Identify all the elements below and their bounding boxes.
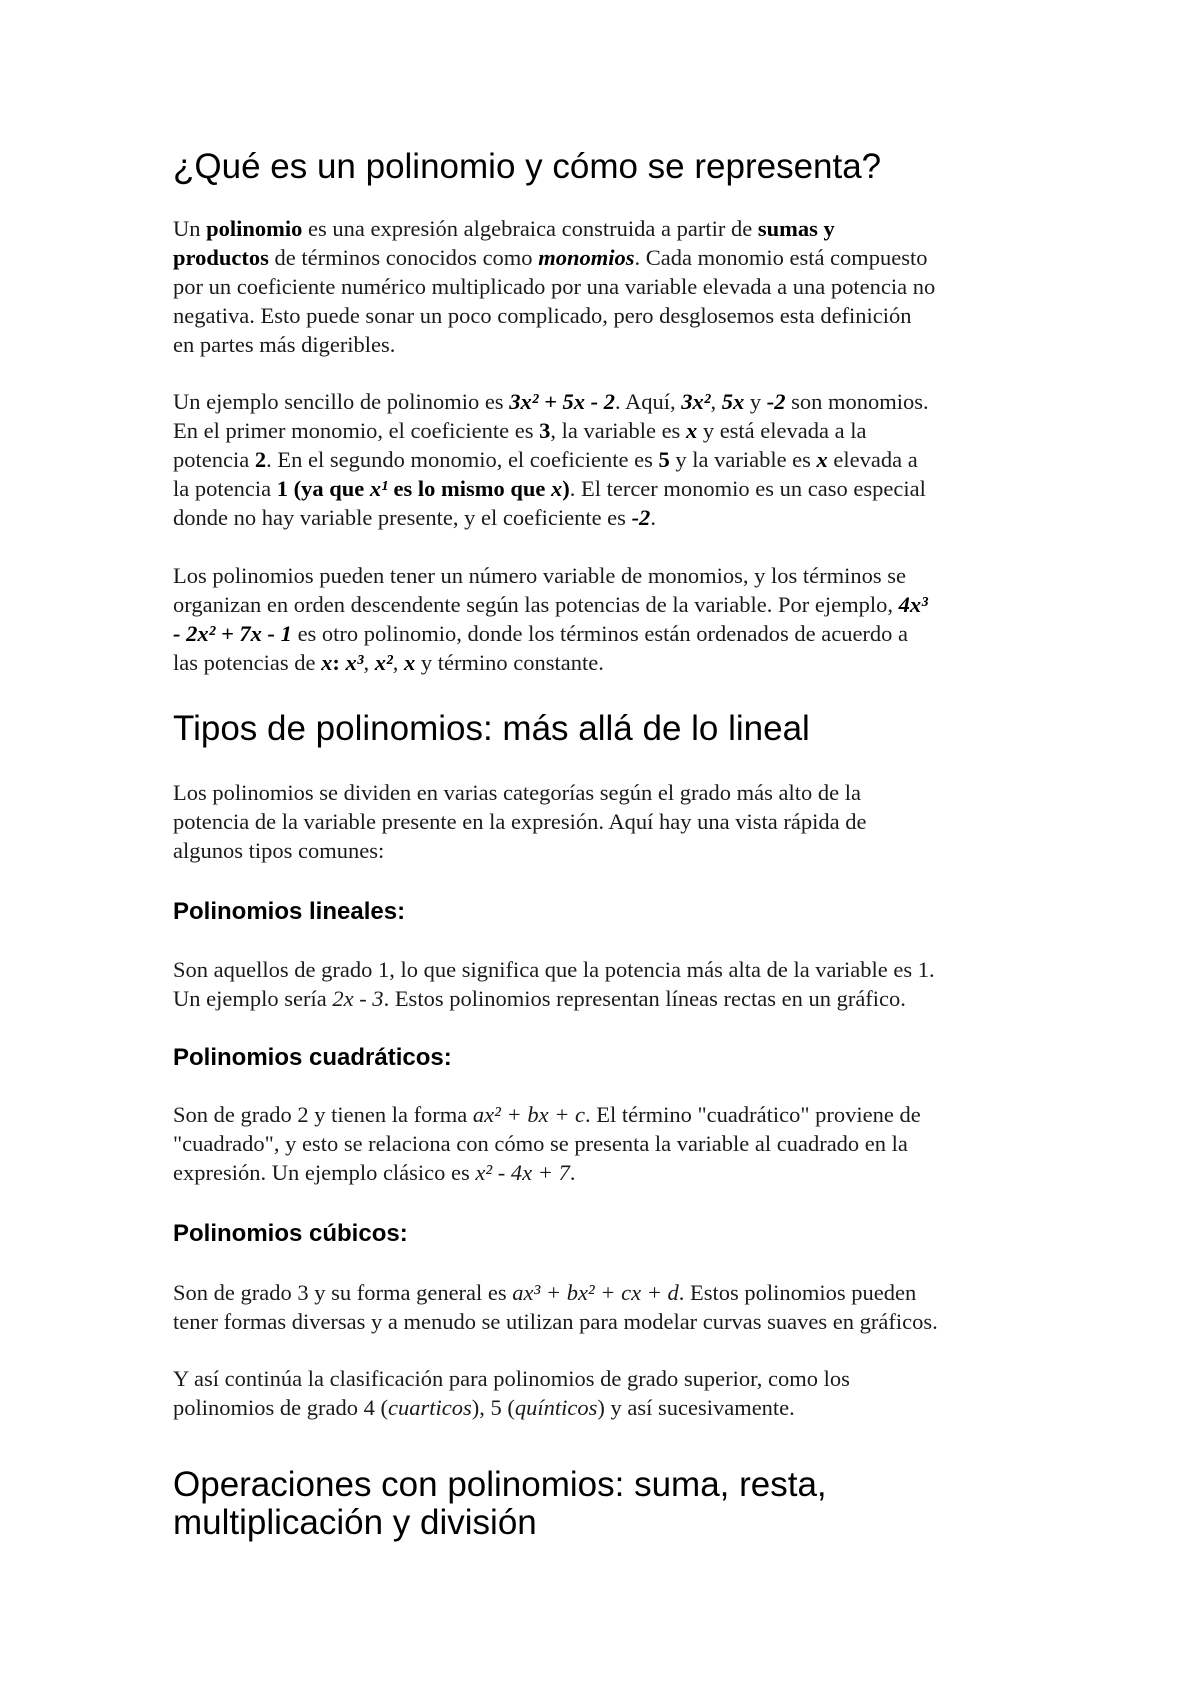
higher-degree-paragraph: Y así continúa la clasificación para polinomios de grado superior, como los polinomios de grado 4 (cuarticos), 5 (quínticos) y así sucesivamente. (173, 1366, 850, 1420)
operations-heading: Operaciones con polinomios: suma, resta, multiplicación y división (173, 1465, 827, 1542)
example-paragraph: Un ejemplo sencillo de polinomio es 3x² + 5x - 2. Aquí, 3x², 5x y -2 son monomios. En el primer monomio, el coeficiente es 3, la variable es x y está elevada a la potencia 2. En el segundo monomio, el coeficiente es 5 y la variable es x elevada a la potencia 1 (ya que x¹ es lo mismo que x). El tercer monomio es un caso especial donde no hay variable presente, y el coeficiente es -2. (173, 389, 929, 530)
intro-paragraph: Un polinomio es una expresión algebraica construida a partir de sumas y productos de términos conocidos como monomios. Cada monomio está compuesto por un coeficiente numérico multiplicado por una variable elevada a una potencia no negativa. Esto puede sonar un poco complicado, pero desglosemos esta definición en partes más digeribles. (173, 216, 936, 357)
quadratic-paragraph: Son de grado 2 y tienen la forma ax² + bx + c. El término "cuadrático" proviene de "cuadrado", y esto se relaciona con cómo se presenta la variable al cuadrado en la expresión. Un ejemplo clásico es x² - 4x + 7. (173, 1102, 921, 1185)
page-title: ¿Qué es un polinomio y cómo se representa? (173, 147, 882, 186)
cubic-paragraph: Son de grado 3 y su forma general es ax³ + bx² + cx + d. Estos polinomios pueden tener formas diversas y a menudo se utilizan para modelar curvas suaves en gráficos. (173, 1280, 938, 1334)
quadratic-heading: Polinomios cuadráticos: (173, 1044, 452, 1071)
order-paragraph: Los polinomios pueden tener un número variable de monomios, y los términos se organizan en orden descendente según las potencias de la variable. Por ejemplo, 4x³ - 2x² + 7x - 1 es otro polinomio, donde los términos están ordenados de acuerdo a las potencias de x: x³, x², x y término constante. (173, 563, 928, 675)
cubic-heading: Polinomios cúbicos: (173, 1220, 408, 1247)
types-heading: Tipos de polinomios: más allá de lo lineal (173, 709, 810, 748)
linear-heading: Polinomios lineales: (173, 898, 406, 925)
linear-paragraph: Son aquellos de grado 1, lo que significa que la potencia más alta de la variable es 1. Un ejemplo sería 2x - 3. Estos polinomios representan líneas rectas en un gráfico. (173, 957, 935, 1011)
types-intro-paragraph: Los polinomios se dividen en varias categorías según el grado más alto de la potencia de la variable presente en la expresión. Aquí hay una vista rápida de algunos tipos comunes: (173, 780, 867, 863)
